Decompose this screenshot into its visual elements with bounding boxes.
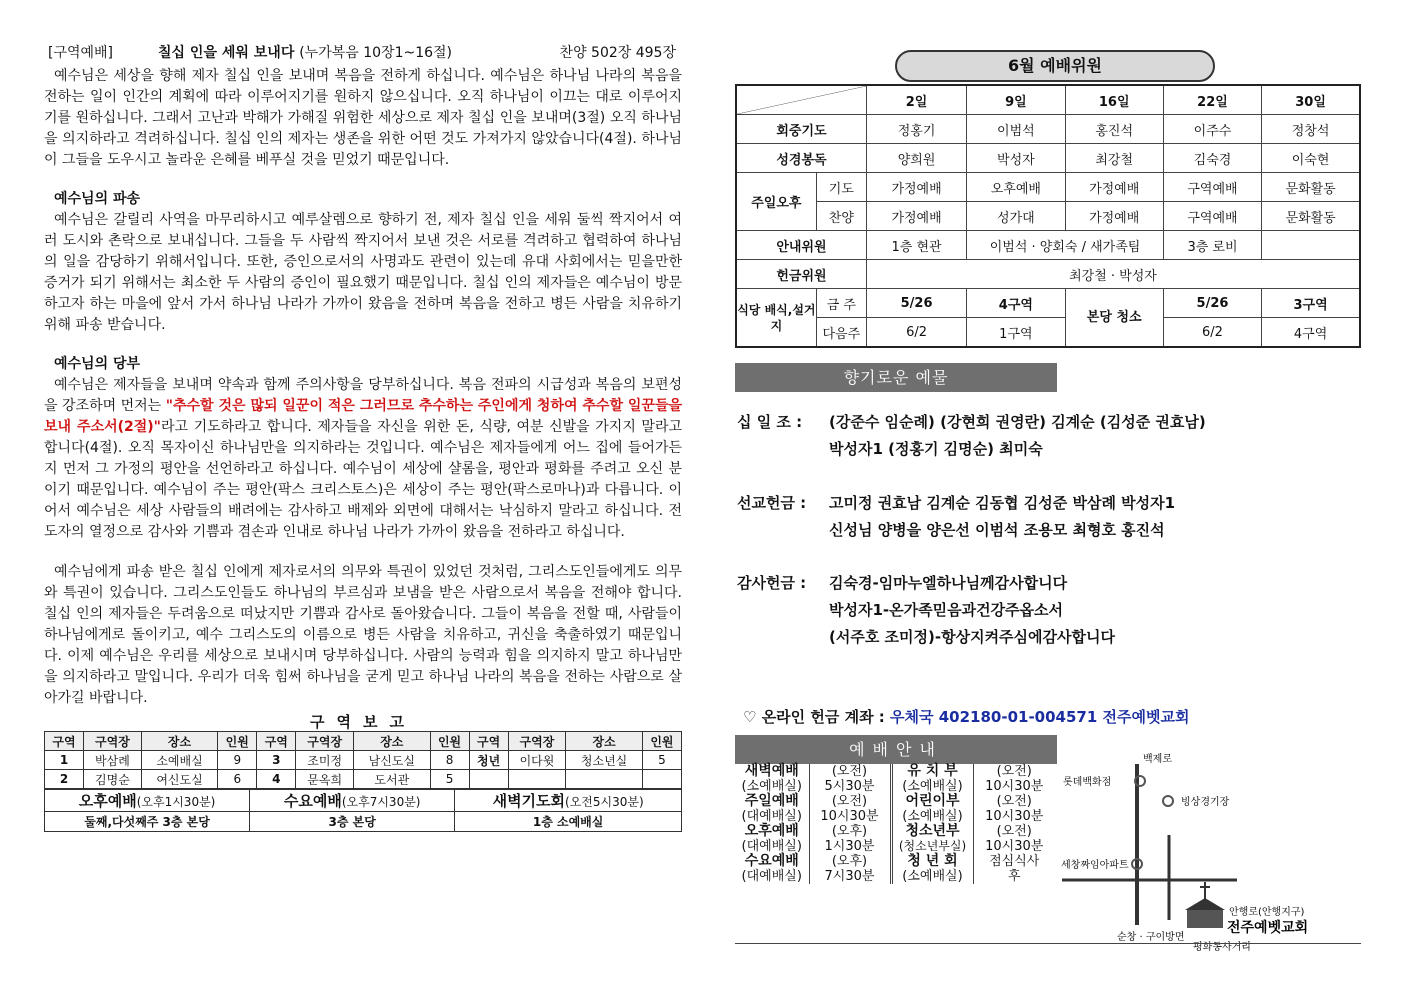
- guide-name-text: 수요예배: [744, 853, 799, 869]
- report-cell: 2: [45, 770, 84, 789]
- tithe-label: 십 일 조 :: [737, 413, 803, 431]
- guide-time: [973, 764, 1055, 794]
- report-cell: 청소년실: [566, 751, 642, 770]
- worship-guide-table: [735, 764, 1055, 884]
- duty-cell: 오후예배: [967, 173, 1065, 202]
- guide-name-text: 청 년 회: [907, 853, 958, 869]
- duty-cell: 박성자: [967, 144, 1065, 173]
- guide-time-b: 10시30분: [985, 809, 1044, 824]
- guide-row-4: [735, 854, 1055, 884]
- report-header: 구역: [257, 732, 296, 751]
- guide-name-text: 주일예배: [744, 793, 799, 809]
- report-header-row: [45, 732, 682, 751]
- map-marker-rink: [1163, 796, 1173, 806]
- map-label-anhaeng: 안행로(안행지구): [1229, 907, 1305, 918]
- duty-cell: 가정예배: [866, 202, 966, 231]
- map-label-rink: 빙상경기장: [1181, 797, 1230, 808]
- guide-place: (소예배실): [741, 779, 802, 794]
- guide-place: (소예배실): [902, 869, 963, 884]
- guide-time-b: 1시30분: [824, 839, 875, 854]
- thanks-line: 김숙경-임마누엘하나님께감사합니다: [829, 574, 1068, 592]
- report-cell: 도서관: [354, 770, 430, 789]
- dates-row: [736, 85, 1360, 115]
- guide-time-b: 10시30분: [820, 809, 879, 824]
- service-place: 1층 소예배실: [455, 812, 682, 832]
- diagonal-cell: [736, 85, 866, 115]
- offering-row: [736, 260, 1360, 289]
- closing-paragraph: 예수님에게 파송 받은 칠십 인에게 제자로서의 의무와 특권이 있었던 것처럼, 그리스도인들에게도 의무와 특권이 있습니다. 그리스도인들도 하나님의 부르심과 보냄을 받은 사람으로서 복음을 전해야 합니다. 칠십 인의 제자들은 두려움으로 떠났지만 기쁨과 감사로 돌아왔습니다. 그들이 복음을 전할 때, 사람들이 하나님에게로 돌이키고, 예수 그리스도의 이름으로 병든 사람을 치유하고, 귀신을 축출하였기 때문입니다. 이제 예수님은 우리를 세상으로 보내시며 당부하십니다. 사람의 능력과 힘을 의지하지 말고 하나님만을 의지하라고 말입니다. 우리가 더욱 힘써 하나님을 굳게 믿고 하나님 나라의 복음을 전하는 사람으로 살아가길 바랍니다.: [44, 564, 682, 706]
- row-label: 본당 청소: [1065, 289, 1163, 348]
- thanks-section: [737, 570, 1115, 651]
- map-label-crossroad: 평화동사거리: [1193, 942, 1251, 953]
- report-header: 장소: [354, 732, 430, 751]
- duty-cell: 문화활동: [1262, 202, 1360, 231]
- map-label-church: 전주예벳교회: [1227, 920, 1309, 936]
- lesson-header: [44, 40, 682, 66]
- report-table: [44, 731, 682, 789]
- offerings-title: 향기로운 예물: [735, 363, 1057, 392]
- heart-icon: ♡: [743, 708, 757, 726]
- guide-name-text: 유 치 부: [907, 763, 958, 779]
- worship-guide-title: 예배안내: [735, 735, 1057, 764]
- report-cell: 이다윗: [508, 751, 566, 770]
- left-page: [44, 40, 682, 832]
- prayer-quote: "추수할 것은 많되 일꾼이 적은 그러므로 추수하는 주인에게 청하여 추수할 일꾼들을 보내 주소서(2절)": [44, 398, 682, 435]
- row-label: 안내위원: [736, 231, 866, 260]
- section2-text-a: 예수님은 제자들을 보내며 약속과 함께 주의사항을 당부하십니다. 복음 전파의 시급성과 복음의 보편성을 강조하며 먼저는: [44, 377, 682, 414]
- duty-cell: 3구역: [1262, 289, 1360, 318]
- duty-cell: 가정예배: [1065, 202, 1163, 231]
- report-title: 구역보고: [310, 713, 416, 731]
- guide-place: (대예배실): [741, 839, 802, 854]
- guide-row-1: [735, 764, 1055, 794]
- guide-place: (대예배실): [741, 869, 802, 884]
- guide-time: [973, 854, 1055, 884]
- report-cell: [642, 770, 681, 789]
- intro-paragraph: 예수님은 세상을 향해 제자 칠십 인을 보내며 복음을 전하게 하십니다. 예수님은 하나님 나라의 복음을 전하는 일이 인간의 계획에 따라 이루어지기를 원하지 않으십니다. 오직 하나님이 이끄는 대로 이루어지기를 원하십니다. 그래서 고난과 박해가 가해질 위험한 세상으로 제자 칠십 인을 보내며(3절) 오직 하나님을 의지하라고 격려하십니다. 칠십 인의 제자는 생존을 위한 어떤 것도 가져가지 않았습니다(4절). 하나님이 그들을 도우시고 놀라운 은혜를 베푸실 것을 믿었기 때문입니다.: [44, 68, 682, 168]
- report-cell: 1: [45, 751, 84, 770]
- duty-cell: 김숙경: [1163, 144, 1261, 173]
- service-name: 새벽기도회: [492, 792, 566, 810]
- guide-row: [736, 231, 1360, 260]
- guide-name: [735, 764, 809, 794]
- duty-cell: 최강철 · 박성자: [866, 260, 1360, 289]
- report-header: 구역장: [84, 732, 142, 751]
- report-header: 구역: [469, 732, 508, 751]
- report-header: 장소: [566, 732, 642, 751]
- sunday-pm-pray-row: [736, 173, 1360, 202]
- report-cell: [508, 770, 566, 789]
- section1-paragraph: 예수님은 갈릴리 사역을 마무리하시고 예루살렘으로 향하기 전, 제자 칠십 인을 세워 둘씩 짝지어서 여러 도시와 촌락으로 보내십니다. 그들을 두 사람씩 짝지어서 보낸 것은 서로를 격려하고 협력하여 하나님의 일을 감당하기 위해서입니다. 또한, 증인으로서의 사명과도 관련이 있는데 유대 사회에서는 믿을만한 증거가 되기 위해서는 최소한 두 사람의 증인이 필요했기 때문입니다. 칠십 인의 제자들은 예수님이 방문하고자 하는 마을에 앞서 가서 하나님 나라가 가까이 왔음을 전하며 복음을 전하고 병든 사람을 치유하기 위해 파송 받습니다.: [44, 212, 682, 333]
- guide-name-text: 새벽예배: [744, 763, 799, 779]
- duty-cell: 1구역: [967, 318, 1065, 348]
- lesson-tag: [구역예배]: [48, 45, 114, 61]
- duty-cell: 문화활동: [1262, 173, 1360, 202]
- guide-time: [973, 794, 1055, 824]
- report-cell: 여신도실: [141, 770, 217, 789]
- duty-cell: 홍진석: [1065, 115, 1163, 144]
- duty-cell: 이숙현: [1262, 144, 1360, 173]
- report-header: 인원: [430, 732, 469, 751]
- date-cell: 2일: [866, 85, 966, 115]
- guide-time-b: 10시30분: [985, 779, 1044, 794]
- service-place: 3층 본당: [250, 812, 455, 832]
- report-cell: 5: [642, 751, 681, 770]
- mission-line: 신성님 양병을 양은선 이범석 조용모 최형호 홍진석: [829, 521, 1165, 539]
- duty-cell: 3층 로비: [1163, 231, 1261, 260]
- report-header: 인원: [218, 732, 257, 751]
- section2-title: 예수님의 당부: [54, 356, 141, 372]
- guide-time-a: (오후): [831, 854, 868, 869]
- prayer-row: [736, 115, 1360, 144]
- guide-time-a: (오전): [996, 794, 1032, 809]
- guide-time-b: 7시30분: [824, 869, 875, 884]
- online-account: 우체국 402180-01-004571 전주예벳교회: [890, 708, 1190, 726]
- report-cell: 문옥희: [296, 770, 354, 789]
- church-icon: [1185, 882, 1225, 928]
- guide-time: [809, 854, 891, 884]
- sub-label: 찬양: [816, 202, 866, 231]
- map-label-lotte: 롯데백화점: [1063, 777, 1112, 788]
- service-dawn: [455, 790, 682, 812]
- guide-row-3: [735, 824, 1055, 854]
- report-cell: 8: [430, 751, 469, 770]
- guide-time: [973, 824, 1055, 854]
- mission-label: 선교헌금 :: [737, 494, 807, 512]
- row-label: 식당 배식,설거지: [736, 289, 816, 348]
- report-row: [45, 770, 682, 789]
- guide-place: (소예배실): [902, 809, 963, 824]
- guide-name: [891, 794, 973, 824]
- duty-cell: 6/2: [1163, 318, 1261, 348]
- guide-name: [735, 854, 809, 884]
- hymn-numbers: 찬양 502장 495장: [559, 45, 676, 61]
- bottom-rule: [735, 943, 1361, 944]
- row-label: 주일오후: [736, 173, 816, 231]
- section1-title: 예수님의 파송: [54, 191, 141, 207]
- guide-time: [809, 794, 891, 824]
- tithe-section: [737, 409, 1206, 463]
- section2-paragraph: [44, 375, 682, 543]
- date-cell: 9일: [967, 85, 1065, 115]
- duty-cell: 6/2: [866, 318, 966, 348]
- service-name: 오후예배: [78, 792, 137, 810]
- worship-committee-table: [735, 84, 1361, 348]
- guide-name: [891, 824, 973, 854]
- guide-time-a: (오전): [996, 824, 1032, 839]
- report-row: [45, 751, 682, 770]
- service-wednesday: [250, 790, 455, 812]
- guide-time: [809, 824, 891, 854]
- church-location-map: [1057, 750, 1361, 953]
- guide-time-b: 5시30분: [824, 779, 875, 794]
- duty-cell: 최강철: [1065, 144, 1163, 173]
- report-header: 장소: [141, 732, 217, 751]
- duty-cell: 양희원: [866, 144, 966, 173]
- report-cell: 6: [218, 770, 257, 789]
- tithe-line: (강준수 임순례) (강현희 권영란) 김계순 (김성준 권효남): [829, 413, 1206, 431]
- duty-cell: 성가대: [967, 202, 1065, 231]
- report-header: 구역장: [296, 732, 354, 751]
- kitchen-next-row: [736, 318, 1360, 348]
- guide-time-a: (오후): [831, 824, 868, 839]
- mission-section: [737, 490, 1175, 544]
- duty-cell: 5/26: [866, 289, 966, 318]
- service-time: (오후1시30분): [136, 795, 216, 809]
- map-label-apt: 세창짜임아파트: [1061, 860, 1129, 871]
- lesson-title-text: 칠십 인을 세워 보내다: [158, 45, 295, 61]
- report-cell: 4: [257, 770, 296, 789]
- guide-time-a: (오전): [831, 764, 868, 779]
- guide-time: [809, 764, 891, 794]
- report-header: 인원: [642, 732, 681, 751]
- online-label: 온라인 헌금 계좌 :: [761, 708, 885, 726]
- duty-cell: 5/26: [1163, 289, 1261, 318]
- report-cell: 소예배실: [141, 751, 217, 770]
- guide-time-a: (오전): [831, 794, 868, 809]
- guide-name-text: 청소년부: [905, 823, 960, 839]
- sunday-pm-song-row: [736, 202, 1360, 231]
- report-cell: 남신도실: [354, 751, 430, 770]
- report-cell: [469, 770, 508, 789]
- tithe-line: 박성자1 (정홍기 김명순) 최미숙: [829, 440, 1043, 458]
- duty-cell: 구역예배: [1163, 202, 1261, 231]
- mission-line: 고미정 권효남 김계순 김동협 김성준 박삼례 박성자1: [829, 494, 1176, 512]
- thanks-label: 감사헌금 :: [737, 574, 807, 592]
- duty-cell: 이범석: [967, 115, 1065, 144]
- report-cell: 김명순: [84, 770, 142, 789]
- guide-time-a: (오전): [996, 764, 1032, 779]
- reading-row: [736, 144, 1360, 173]
- date-cell: 30일: [1262, 85, 1360, 115]
- guide-name: [891, 764, 973, 794]
- thanks-line: (서주호 조미정)-항상지켜주심에감사합니다: [829, 628, 1115, 646]
- thanks-line: 박성자1-온가족믿음과건강주옵소서: [829, 601, 1064, 619]
- report-header: 구역: [45, 732, 84, 751]
- map-label-north-road: 백제로: [1143, 754, 1172, 765]
- map-label-south: 순창 · 구이방면: [1117, 932, 1185, 943]
- report-cell: 5: [430, 770, 469, 789]
- guide-name: [735, 794, 809, 824]
- service-place-row: [45, 812, 682, 832]
- guide-row-2: [735, 794, 1055, 824]
- lesson-title: [158, 40, 452, 66]
- report-cell: [566, 770, 642, 789]
- service-time: (오후7시30분): [341, 795, 421, 809]
- sub-label: 기도: [816, 173, 866, 202]
- section2-text-b: 라고 기도하라고 합니다. 제자들을 자신을 위한 돈, 식량, 여분 신발을 가지지 말라고 합니다(4절). 오직 목자이신 하나님만을 의지하라는 것입니다. 예수님은 제자들에게 어느 집에 들어가든지 먼저 그 가정의 평안을 선언하라고 하십니다. 예수님이 세상에 샬롬을, 평안과 평화를 주려고 오신 분이기 때문입니다. 예수님이 주는 평안(팍스 크리스토스)은 세상이 주는 평안(팍스로마나)과 다릅니다. 이어서 예수님은 세상 사람들의 배려에는 감사하고 배제와 외면에 대해서는 낙심하지 말라고 하십니다. 전도자의 열정으로 감사와 기쁨과 겸손과 인내로 하나님 나라가 가까이 왔음을 전하라고 하십니다.: [44, 419, 682, 540]
- sub-label: 금 주: [816, 289, 866, 318]
- service-times-table: [44, 789, 682, 832]
- report-header: 구역장: [508, 732, 566, 751]
- guide-time-a: 점심식사: [989, 854, 1040, 869]
- duty-cell: 이범석 · 양회숙 / 새가족팀: [967, 231, 1164, 260]
- service-place: 둘째,다섯째주 3층 본당: [45, 812, 250, 832]
- duty-cell: 1층 현관: [866, 231, 966, 260]
- row-label: 회중기도: [736, 115, 866, 144]
- date-cell: 16일: [1065, 85, 1163, 115]
- worship-committee-title: 6월 예배위원: [895, 50, 1215, 82]
- date-cell: 22일: [1163, 85, 1261, 115]
- guide-place: (소예배실): [902, 779, 963, 794]
- duty-cell: 정창석: [1262, 115, 1360, 144]
- report-cell: 조미정: [296, 751, 354, 770]
- row-label: 성경봉독: [736, 144, 866, 173]
- report-cell: 박삼례: [84, 751, 142, 770]
- guide-place: (대예배실): [741, 809, 802, 824]
- kitchen-this-row: [736, 289, 1360, 318]
- sub-label: 다음주: [816, 318, 866, 348]
- service-name: 수요예배: [283, 792, 342, 810]
- guide-name-text: 어린이부: [905, 793, 960, 809]
- guide-name: [735, 824, 809, 854]
- duty-cell: 구역예배: [1163, 173, 1261, 202]
- service-name-row: [45, 790, 682, 812]
- duty-cell: 이주수: [1163, 115, 1261, 144]
- guide-name: [891, 854, 973, 884]
- service-time: (오전5시30분): [565, 795, 644, 809]
- duty-cell: 가정예배: [1065, 173, 1163, 202]
- report-cell: 9: [218, 751, 257, 770]
- duty-cell: [1262, 231, 1360, 260]
- guide-time-b: 10시30분: [985, 839, 1044, 854]
- duty-cell: 4구역: [1262, 318, 1360, 348]
- duty-cell: 4구역: [967, 289, 1065, 318]
- guide-place: (청소년부실): [898, 839, 967, 853]
- report-cell: 청년: [469, 751, 508, 770]
- online-offering: [743, 706, 1189, 727]
- lesson-reference: (누가복음 10장1~16절): [299, 45, 453, 61]
- guide-name-text: 오후예배: [744, 823, 799, 839]
- duty-cell: 정홍기: [866, 115, 966, 144]
- report-cell: 3: [257, 751, 296, 770]
- row-label: 헌금위원: [736, 260, 866, 289]
- service-afternoon: [45, 790, 250, 812]
- duty-cell: 가정예배: [866, 173, 966, 202]
- guide-time-b: 후: [1007, 869, 1021, 884]
